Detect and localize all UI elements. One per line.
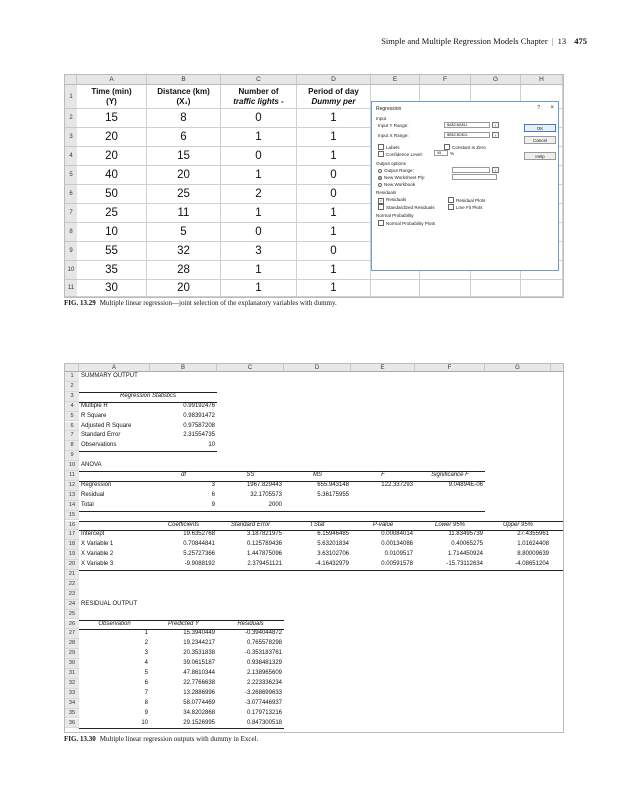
residuals-label: Residuals [386, 197, 407, 202]
data-cell[interactable]: 35 [77, 261, 147, 280]
header-line: traffic lights - [233, 97, 284, 106]
header-line: Period of day [308, 87, 359, 96]
anova-value[interactable]: 1967.829443 [246, 481, 282, 488]
row-header[interactable]: 5 [65, 166, 77, 185]
coef-value[interactable] [553, 530, 564, 540]
data-cell[interactable]: 55 [77, 242, 147, 261]
output-range-field[interactable] [452, 167, 490, 173]
residual-value[interactable]: -0.353183761 [244, 650, 282, 657]
row-header[interactable]: 8 [65, 223, 77, 242]
coef-header[interactable]: P-value [372, 521, 394, 528]
coef-value[interactable]: 1.714450924 [447, 551, 483, 558]
page-header [0, 36, 587, 46]
anova-value[interactable]: 9.04894E-06 [448, 481, 483, 488]
row-header[interactable]: 3 [65, 392, 79, 402]
anova-value[interactable]: 32.1705573 [250, 491, 282, 498]
header-line: (X₁) [176, 97, 191, 106]
coef-value[interactable]: 0.40065275 [451, 541, 483, 548]
row-header[interactable]: 25 [65, 610, 79, 620]
residual-value[interactable]: 2.138965609 [246, 670, 282, 676]
data-cell[interactable]: 3 [221, 242, 297, 261]
output-range-radio[interactable] [378, 168, 414, 173]
coef-value[interactable]: 0.00084014 [381, 531, 413, 538]
table-rule [79, 570, 564, 571]
row-header[interactable]: 6 [65, 185, 77, 204]
row-header[interactable]: 31 [65, 669, 79, 679]
residual-value[interactable]: 47.8610344 [183, 670, 215, 676]
residual-value[interactable]: -3.268699633 [244, 689, 282, 696]
stat-value[interactable]: 0.98391472 [183, 412, 215, 419]
residual-value[interactable]: 3 [144, 650, 148, 657]
table-header-cell[interactable] [77, 85, 147, 109]
coef-value[interactable]: 3.187821975 [246, 531, 282, 538]
row-header[interactable]: 28 [65, 639, 79, 649]
row-header[interactable]: 21 [65, 570, 79, 580]
row-header[interactable]: 5 [65, 412, 79, 422]
row-header[interactable]: 19 [65, 550, 79, 560]
input-x-range-picker-icon[interactable]: ↑ [492, 132, 499, 138]
labels-checkbox[interactable] [378, 144, 400, 150]
data-cell[interactable]: 11 [147, 204, 221, 223]
empty-cell[interactable] [471, 280, 521, 297]
row-header[interactable]: 13 [65, 491, 79, 501]
row-header[interactable]: 18 [65, 540, 79, 550]
row-header[interactable]: 4 [65, 147, 77, 166]
header-line: Number of [238, 87, 279, 96]
checkbox-icon [448, 204, 454, 210]
coef-value[interactable]: -4.08651204 [515, 561, 549, 568]
data-cell[interactable]: 0 [297, 166, 371, 185]
row-header[interactable]: 24 [65, 600, 79, 610]
labels-checkbox-label: Labels [386, 145, 400, 150]
stat-label[interactable]: R Square [81, 412, 107, 419]
caption-text: Multiple linear regression outputs with dummy in Excel. [99, 735, 259, 743]
coef-value[interactable]: 5.63201834 [317, 541, 349, 548]
input-x-range-field[interactable]: $B$2:$D$11 [444, 132, 490, 138]
anova-value[interactable]: 9 [211, 501, 215, 508]
residual-value[interactable]: 1 [144, 630, 148, 637]
page-number: 475 [574, 36, 587, 46]
table-rule [79, 392, 217, 393]
residual-value[interactable]: 15.3940449 [183, 630, 215, 637]
normal-prob-checkbox[interactable] [378, 220, 435, 226]
coef-value[interactable]: 5.25727366 [183, 551, 215, 558]
coef-value[interactable]: -15.73112634 [446, 561, 483, 568]
data-cell[interactable]: 1 [221, 204, 297, 223]
coef-value[interactable]: 8.80009639 [517, 551, 549, 558]
row-header[interactable]: 15 [65, 511, 79, 521]
std-residuals-checkbox[interactable] [378, 204, 435, 210]
residual-value[interactable]: 10 [141, 719, 148, 726]
checkmark-icon: ✓ [379, 198, 383, 203]
residual-value[interactable]: 0.938481329 [246, 660, 282, 667]
residual-output-title[interactable]: RESIDUAL OUTPUT [81, 600, 138, 607]
checkbox-icon [378, 144, 384, 150]
residual-value[interactable]: 39.0615187 [183, 660, 215, 667]
row-header[interactable]: 1 [65, 372, 79, 382]
figure-13-30-caption [64, 735, 258, 743]
figure-13-29-spreadsheet [64, 74, 564, 298]
row-header[interactable]: 9 [65, 242, 77, 261]
input-x-label: Input X Range: [378, 133, 409, 138]
chapter-label: Chapter [520, 36, 548, 46]
data-cell[interactable]: 0 [221, 147, 297, 166]
data-cell[interactable]: 1 [221, 261, 297, 280]
coef-value[interactable]: 1.447875096 [246, 551, 282, 558]
constant-zero-label: Constant is Zero [452, 145, 486, 150]
data-cell[interactable]: 20 [77, 128, 147, 147]
data-cell[interactable]: 20 [147, 280, 221, 297]
data-cell[interactable]: 0 [221, 223, 297, 242]
header-line: (Y) [106, 97, 117, 106]
data-cell[interactable]: 1 [297, 261, 371, 280]
row-header[interactable]: 34 [65, 699, 79, 709]
chapter-number: 13 [557, 36, 567, 46]
coef-row-label[interactable]: X Variable 1 [81, 541, 114, 548]
residual-value[interactable]: 0.847300518 [246, 719, 282, 726]
coef-value[interactable]: 0.70844841 [183, 541, 215, 548]
column-header[interactable]: D [297, 75, 371, 85]
input-y-range-picker-icon[interactable]: ↑ [492, 122, 499, 128]
row-header[interactable]: 10 [65, 461, 79, 471]
new-workbook-label: New Workbook [384, 182, 416, 187]
residual-value[interactable]: 22.7766638 [183, 679, 215, 686]
normal-prob-label: Normal Probability Plots [386, 221, 436, 226]
caption-label: FIG. 13.29 [64, 299, 96, 307]
anova-header[interactable]: SS [246, 472, 255, 478]
coef-value[interactable]: 1.01624408 [517, 541, 549, 548]
confidence-label: Confidence Level: [386, 152, 423, 157]
row-header[interactable]: 7 [65, 431, 79, 441]
row-header[interactable]: 35 [65, 709, 79, 719]
new-workbook-radio[interactable] [378, 182, 415, 187]
coef-header[interactable]: Upper 95% [502, 521, 534, 528]
coef-value[interactable]: 19.6352768 [183, 531, 215, 538]
column-header[interactable]: F [415, 364, 485, 372]
row-header[interactable]: 22 [65, 580, 79, 590]
anova-header[interactable]: df [180, 472, 186, 478]
row-header[interactable]: 3 [65, 128, 77, 147]
std-residuals-label: Standardized Residuals [386, 205, 435, 210]
row-header[interactable]: 4 [65, 402, 79, 412]
residual-value[interactable]: -0.394044872 [244, 630, 282, 637]
data-cell[interactable]: 20 [77, 147, 147, 166]
stat-value[interactable]: 0.99192476 [183, 402, 215, 409]
coef-value[interactable] [553, 550, 564, 560]
figure-13-30-spreadsheet [64, 363, 564, 733]
stat-label[interactable]: Standard Error [81, 432, 121, 439]
row-header[interactable]: 26 [65, 620, 79, 630]
data-cell[interactable]: 2 [221, 185, 297, 204]
stat-label[interactable]: Observations [81, 442, 117, 449]
coef-value[interactable]: 11.83495739 [448, 531, 483, 538]
anova-value[interactable]: 122.337293 [381, 481, 413, 488]
coef-value[interactable]: 0.00134086 [381, 541, 413, 548]
row-header[interactable]: 2 [65, 109, 77, 128]
anova-title[interactable]: ANOVA [81, 462, 102, 469]
residual-value[interactable]: 7 [144, 689, 148, 696]
residual-value[interactable]: 5 [144, 670, 148, 676]
column-header[interactable]: C [217, 364, 284, 372]
regression-dialog [371, 101, 559, 271]
row-header[interactable]: 12 [65, 481, 79, 491]
new-worksheet-label: New Worksheet Ply: [384, 175, 426, 180]
summary-output-title[interactable]: SUMMARY OUTPUT [81, 373, 138, 379]
new-worksheet-radio[interactable] [378, 175, 425, 180]
data-cell[interactable]: 15 [77, 109, 147, 128]
row-header[interactable]: 14 [65, 501, 79, 511]
radio-selected-icon [378, 176, 382, 180]
empty-cell[interactable] [420, 280, 471, 297]
help-question-icon[interactable]: ? [537, 105, 540, 111]
residual-value[interactable]: 8 [144, 699, 148, 706]
coef-header[interactable]: t Stat [310, 521, 325, 528]
column-header[interactable]: A [79, 364, 150, 372]
constant-zero-checkbox[interactable] [444, 144, 486, 150]
row-header[interactable]: 11 [65, 471, 79, 481]
empty-cell[interactable] [371, 280, 420, 297]
row-header[interactable]: 20 [65, 560, 79, 570]
anova-value[interactable]: 6 [211, 491, 215, 498]
residual-value[interactable]: 19.2344217 [183, 640, 215, 647]
residual-value[interactable]: 2.223336234 [246, 679, 282, 686]
residual-header[interactable]: Observation [98, 620, 131, 627]
column-header[interactable]: B [147, 75, 221, 85]
residual-header[interactable]: Predicted Y [168, 620, 199, 627]
header-line: Distance (km) [157, 87, 210, 96]
data-cell[interactable]: 1 [297, 223, 371, 242]
anova-header[interactable]: Significance F [431, 472, 469, 478]
row-header[interactable]: 23 [65, 590, 79, 600]
row-header[interactable]: 17 [65, 530, 79, 540]
coef-header[interactable]: Coefficients [167, 521, 200, 528]
row-header[interactable]: 33 [65, 689, 79, 699]
caption-label: FIG. 13.30 [64, 735, 96, 743]
data-cell[interactable]: 0 [297, 242, 371, 261]
coef-value[interactable] [553, 540, 564, 550]
checkbox-icon [378, 204, 384, 210]
data-cell[interactable]: 5 [147, 223, 221, 242]
stat-value[interactable]: 10 [208, 442, 215, 449]
table-header-cell[interactable] [221, 85, 297, 109]
row-header[interactable]: 1 [65, 85, 77, 109]
coef-value[interactable]: 2.379451121 [247, 561, 282, 568]
input-group-label: Input [376, 116, 387, 121]
row-header[interactable]: 11 [65, 280, 77, 297]
output-options-label: Output options [376, 161, 406, 166]
header-separator: | [551, 36, 554, 46]
anova-value[interactable]: 655.943148 [317, 481, 349, 488]
stat-label[interactable]: Multiple R [81, 402, 108, 409]
data-cell[interactable]: 25 [147, 185, 221, 204]
residual-value[interactable]: 0.179713216 [246, 709, 282, 716]
ok-button[interactable]: OK [524, 124, 556, 132]
column-header[interactable] [551, 364, 564, 372]
input-y-range-field[interactable]: $A$2:$A$11 [444, 122, 490, 128]
data-cell[interactable]: 1 [297, 280, 371, 297]
row-header[interactable]: 2 [65, 382, 79, 392]
select-all-corner[interactable] [65, 364, 79, 372]
checkbox-icon [448, 197, 454, 203]
coef-row-label[interactable]: X Variable 3 [81, 561, 114, 568]
data-cell[interactable]: 50 [77, 185, 147, 204]
residual-value[interactable]: 34.8202868 [183, 709, 215, 716]
help-button[interactable]: Help [524, 152, 556, 160]
coef-value[interactable]: 6.15946485 [317, 531, 349, 538]
coef-value[interactable]: -9.9088192 [184, 561, 215, 568]
column-header[interactable]: G [485, 364, 551, 372]
row-header[interactable]: 16 [65, 521, 79, 531]
coef-value[interactable]: -4.16432979 [315, 561, 349, 568]
residual-value[interactable]: 20.3531838 [183, 650, 215, 657]
table-rule [79, 728, 284, 729]
residual-value[interactable]: -3.077446937 [244, 699, 282, 706]
data-cell[interactable]: 6 [147, 128, 221, 147]
select-all-corner[interactable] [65, 75, 77, 85]
coef-value[interactable]: 0.00591578 [381, 561, 413, 568]
anova-value[interactable]: 2000 [268, 501, 282, 508]
row-header[interactable]: 10 [65, 261, 77, 280]
data-cell[interactable]: 1 [297, 109, 371, 128]
anova-row-label[interactable]: Residual [81, 491, 105, 498]
coef-header[interactable] [553, 521, 564, 531]
dialog-title: Regression [376, 106, 402, 112]
anova-value[interactable]: 3 [211, 481, 215, 488]
column-header[interactable]: D [284, 364, 351, 372]
data-cell[interactable]: 1 [297, 204, 371, 223]
column-header[interactable]: C [221, 75, 297, 85]
stat-value[interactable]: 2.31554735 [183, 432, 215, 439]
residual-plots-label: Residual Plots [456, 198, 486, 203]
data-cell[interactable]: 25 [77, 204, 147, 223]
coef-value[interactable]: 27.4355961 [517, 531, 549, 538]
checkbox-icon [378, 220, 384, 226]
anova-value[interactable]: 5.36175955 [317, 491, 349, 498]
confidence-level-field[interactable]: 95 [434, 150, 448, 156]
residual-value[interactable]: 2 [144, 640, 148, 647]
confidence-checkbox[interactable] [378, 151, 423, 157]
table-rule [79, 511, 485, 512]
cancel-button[interactable]: Cancel [524, 136, 556, 144]
data-cell[interactable]: 10 [77, 223, 147, 242]
radio-icon [378, 169, 382, 173]
header-line: Time (min) [91, 87, 132, 96]
residual-value[interactable]: 9 [144, 709, 148, 716]
data-cell[interactable]: 1 [221, 280, 297, 297]
output-range-picker-icon[interactable]: ↑ [492, 167, 499, 173]
row-header[interactable]: 8 [65, 441, 79, 451]
row-header[interactable]: 9 [65, 451, 79, 461]
row-header[interactable]: 27 [65, 629, 79, 639]
data-cell[interactable]: 8 [147, 109, 221, 128]
column-header[interactable]: E [351, 364, 415, 372]
coef-row-label[interactable]: X Variable 2 [81, 551, 114, 558]
radio-icon [378, 183, 382, 187]
residuals-group-label: Residuals [376, 190, 397, 195]
data-cell[interactable]: 1 [221, 166, 297, 185]
residual-value[interactable]: 4 [144, 660, 148, 667]
table-header-cell[interactable] [297, 85, 371, 109]
percent-sign: % [450, 151, 455, 156]
table-rule [79, 451, 217, 452]
coef-value[interactable]: 0.125789436 [246, 541, 282, 548]
coef-value[interactable]: 3.63102706 [317, 551, 349, 558]
normal-prob-group-label: Normal Probability [376, 213, 414, 218]
residual-value[interactable]: 13.2886996 [183, 689, 215, 696]
caption-text: Multiple linear regression—joint selection of the explanatory variables with dummy. [99, 299, 337, 307]
data-cell[interactable]: 1 [297, 147, 371, 166]
residual-value[interactable]: 29.1526995 [183, 719, 215, 726]
data-cell[interactable]: 1 [297, 128, 371, 147]
row-header[interactable]: 32 [65, 679, 79, 689]
residual-value[interactable]: 6 [144, 679, 148, 686]
header-line: Dummy per [311, 97, 356, 106]
data-cell[interactable]: 28 [147, 261, 221, 280]
column-header[interactable]: A [77, 75, 147, 85]
column-header[interactable]: H [521, 75, 563, 85]
coef-value[interactable] [553, 560, 564, 570]
anova-header[interactable]: MS [313, 472, 322, 478]
input-y-label: Input Y Range: [378, 123, 409, 128]
column-header[interactable]: B [150, 364, 217, 372]
row-header[interactable]: 36 [65, 719, 79, 729]
residual-value[interactable]: 58.0774469 [183, 699, 215, 706]
row-header[interactable]: 7 [65, 204, 77, 223]
column-header[interactable]: F [420, 75, 471, 85]
line-fit-checkbox[interactable] [448, 204, 483, 210]
data-cell[interactable]: 15 [147, 147, 221, 166]
checkbox-icon [378, 151, 384, 157]
data-cell[interactable]: 20 [147, 166, 221, 185]
output-range-label: Output Range: [384, 168, 414, 173]
coef-header[interactable]: Lower 95% [434, 521, 466, 528]
residuals-checkbox[interactable] [378, 197, 406, 204]
line-fit-label: Line Fit Plots [456, 205, 483, 210]
data-cell[interactable]: 1 [221, 128, 297, 147]
empty-cell[interactable] [521, 280, 563, 297]
row-header[interactable]: 29 [65, 649, 79, 659]
figure-13-29-caption [64, 299, 337, 307]
row-header[interactable]: 6 [65, 422, 79, 432]
residual-plots-checkbox[interactable] [448, 197, 485, 203]
data-cell[interactable]: 40 [77, 166, 147, 185]
data-cell[interactable]: 30 [77, 280, 147, 297]
residual-value[interactable]: 0.765578298 [246, 640, 282, 647]
coef-value[interactable]: 0.0109517 [384, 551, 413, 558]
anova-row-label[interactable]: Total [81, 501, 94, 508]
new-worksheet-field[interactable] [452, 174, 497, 180]
data-cell[interactable]: 32 [147, 242, 221, 261]
column-header[interactable]: E [371, 75, 420, 85]
data-cell[interactable]: 0 [221, 109, 297, 128]
table-header-cell[interactable] [147, 85, 221, 109]
running-title: Simple and Multiple Regression Models [381, 36, 519, 46]
close-icon[interactable]: × [550, 105, 554, 111]
row-header[interactable]: 30 [65, 659, 79, 669]
coef-header[interactable]: Standard Error [230, 521, 271, 528]
data-cell[interactable]: 0 [297, 185, 371, 204]
residual-header[interactable]: Residuals [237, 620, 264, 627]
coef-row-label[interactable]: Intercept [81, 531, 105, 538]
anova-header[interactable]: F [381, 472, 385, 478]
stat-value[interactable]: 0.97587208 [183, 422, 215, 429]
anova-row-label[interactable]: Regression [81, 481, 112, 488]
regression-stats-title[interactable]: Regression Statistics [119, 392, 177, 399]
stat-label[interactable]: Adjusted R Square [81, 422, 132, 429]
column-header[interactable]: G [471, 75, 521, 85]
